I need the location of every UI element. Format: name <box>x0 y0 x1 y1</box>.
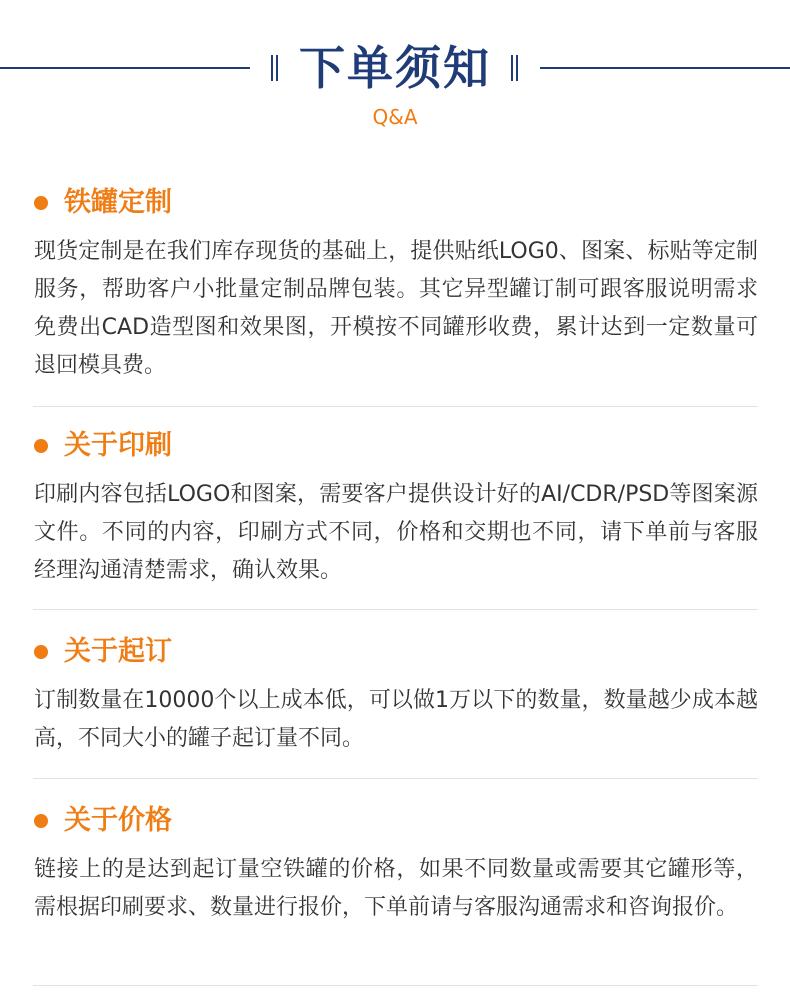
section-body: 印刷内容包括LOGO和图案，需要客户提供设计好的AI/CDR/PSD等图案源文件。不同的内容，印刷方式不同，价格和交期也不同，请下单前与客服经理沟通清楚需求，确认效果。 <box>34 482 758 583</box>
header-left-double-bar <box>271 55 279 81</box>
section-body: 链接上的是达到起订量空铁罐的价格，如果不同数量或需要其它罐形等，需根据印刷要求、数量进行报价，下单前请与客服沟通需求和咨询报价。 <box>34 857 758 920</box>
section-heading <box>34 635 758 669</box>
page-subtitle: Q&A <box>372 105 418 129</box>
section-divider <box>33 985 758 986</box>
section-heading <box>34 186 758 220</box>
section-title: 铁罐定制 <box>64 187 172 218</box>
section-heading <box>34 429 758 463</box>
page-header <box>0 0 790 140</box>
bullet-dot-icon <box>34 814 48 828</box>
section-iron-can-customization <box>34 186 758 385</box>
section-pricing <box>34 804 758 927</box>
header-right-line <box>540 67 790 69</box>
section-heading <box>34 804 758 838</box>
section-minimum-order <box>34 635 758 758</box>
section-divider <box>33 406 758 407</box>
section-title: 关于价格 <box>64 805 172 836</box>
header-left-line <box>0 67 250 69</box>
section-divider <box>33 609 758 610</box>
section-body: 订制数量在10000个以上成本低，可以做1万以下的数量，数量越少成本越高，不同大小的罐子起订量不同。 <box>34 688 758 751</box>
section-title: 关于印刷 <box>64 430 172 461</box>
bullet-dot-icon <box>34 645 48 659</box>
header-right-double-bar <box>511 55 519 81</box>
page-title: 下单须知 <box>299 41 491 95</box>
section-divider <box>33 778 758 779</box>
bullet-dot-icon <box>34 439 48 453</box>
bullet-dot-icon <box>34 196 48 210</box>
section-body: 现货定制是在我们库存现货的基础上，提供贴纸LOG0、图案、标贴等定制服务，帮助客户小批量定制品牌包装。其它异型罐订制可跟客服说明需求免费出CAD造型图和效果图，开模按不同罐形收费，累计达到一定数量可退回模具费。 <box>34 239 758 378</box>
section-printing <box>34 429 758 590</box>
section-title: 关于起订 <box>64 636 172 667</box>
